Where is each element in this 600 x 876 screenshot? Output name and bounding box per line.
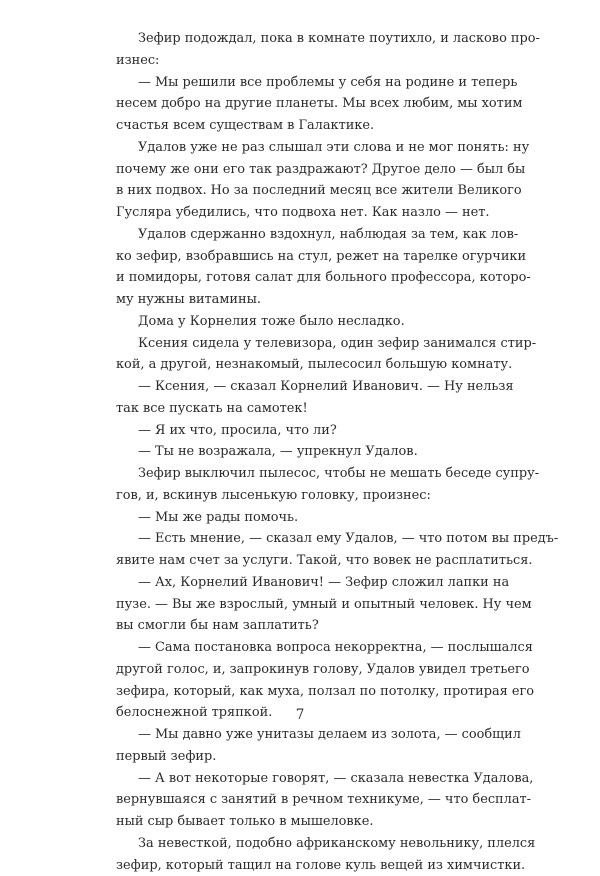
text-line: счастья всем существам в Галактике. [116, 115, 504, 137]
text-line: — Мы давно уже унитазы делаем из золота, — сообщил [116, 724, 504, 746]
text-line: За невесткой, подобно африканскому невольнику, плелся [116, 833, 504, 855]
text-line: так все пускать на самотек! [116, 398, 504, 420]
text-line: — Мы решили все проблемы у себя на родине и теперь [116, 72, 504, 94]
text-line: зефира, который, как муха, ползал по потолку, протирая его [116, 681, 504, 703]
page-number: 7 [0, 707, 600, 723]
text-line: — А вот некоторые говорят, — сказала невестка Удалова, [116, 768, 504, 790]
text-line: Ксения сидела у телевизора, один зефир занимался стир- [116, 333, 504, 355]
text-line: кой, а другой, незнакомый, пылесосил большую комнату. [116, 354, 504, 376]
text-line: и помидоры, готовя салат для больного профессора, которо- [116, 267, 504, 289]
text-line: — Ты не возражала, — упрекнул Удалов. [116, 441, 504, 463]
text-line: вернувшаяся с занятий в речном техникуме, — что бесплат- [116, 789, 504, 811]
text-line: Зефир выключил пылесос, чтобы не мешать беседе супру- [116, 463, 504, 485]
text-line: вы смогли бы нам заплатить? [116, 615, 504, 637]
text-line: в них подвох. Но за последний месяц все жители Великого [116, 180, 504, 202]
text-line: — Мы же рады помочь. [116, 507, 504, 529]
text-line: — Сама постановка вопроса некорректна, — послышался [116, 637, 504, 659]
body-text [116, 28, 504, 876]
text-line: — Я их что, просила, что ли? [116, 420, 504, 442]
text-line: Гусляра убедились, что подвоха нет. Как назло — нет. [116, 202, 504, 224]
text-line: ко зефир, взобравшись на стул, режет на тарелке огурчики [116, 246, 504, 268]
text-line: Удалов уже не раз слышал эти слова и не мог понять: ну [116, 137, 504, 159]
text-line: зефир, который тащил на голове куль вещей из химчистки. [116, 855, 504, 876]
text-line: ный сыр бывает только в мышеловке. [116, 811, 504, 833]
text-line: Зефир подождал, пока в комнате поутихло, и ласково про- [116, 28, 504, 50]
text-line: почему же они его так раздражают? Другое дело — был бы [116, 159, 504, 181]
text-line: белоснежной тряпкой. [116, 702, 504, 724]
text-line: пузе. — Вы же взрослый, умный и опытный человек. Ну чем [116, 594, 504, 616]
text-line: — Есть мнение, — сказал ему Удалов, — что потом вы предъ- [116, 528, 504, 550]
text-line: гов, и, вскинув лысенькую головку, произнес: [116, 485, 504, 507]
text-line: другой голос, и, запрокинув голову, Удалов увидел третьего [116, 659, 504, 681]
text-line: изнес: [116, 50, 504, 72]
text-line: явите нам счет за услуги. Такой, что вовек не расплатиться. [116, 550, 504, 572]
text-line: Удалов сдержанно вздохнул, наблюдая за тем, как лов- [116, 224, 504, 246]
text-line: несем добро на другие планеты. Мы всех любим, мы хотим [116, 93, 504, 115]
text-line: первый зефир. [116, 746, 504, 768]
text-line: — Ах, Корнелий Иванович! — Зефир сложил лапки на [116, 572, 504, 594]
text-line: — Ксения, — сказал Корнелий Иванович. — Ну нельзя [116, 376, 504, 398]
text-line: му нужны витамины. [116, 289, 504, 311]
text-line: Дома у Корнелия тоже было несладко. [116, 311, 504, 333]
